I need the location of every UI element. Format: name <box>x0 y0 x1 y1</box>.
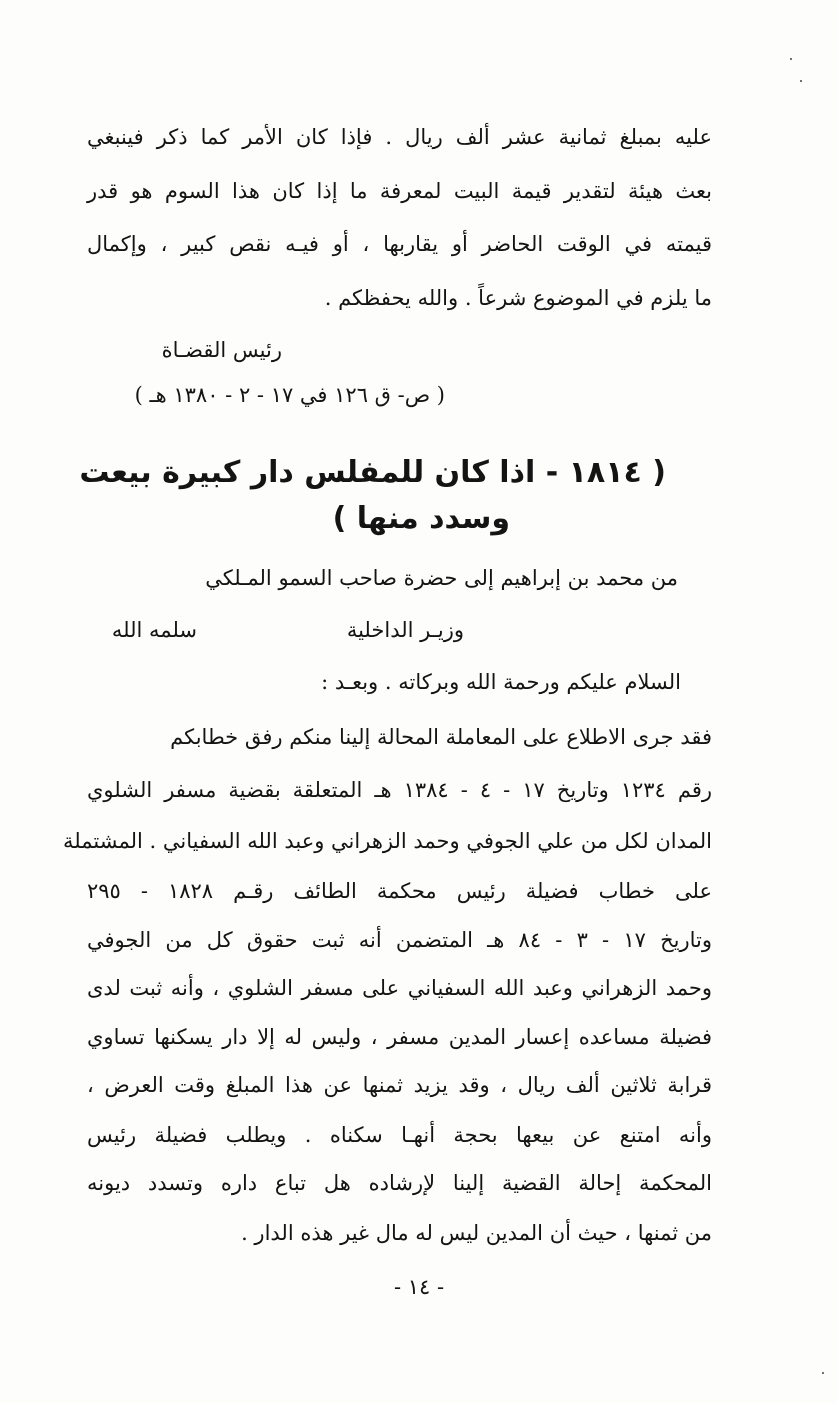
signature: رئيس القضـاة <box>161 338 282 362</box>
paragraph-2-line-10: المحكمة إحالة القضية إلينا لإرشاده هل تباع داره وتسدد ديونه <box>87 1171 712 1195</box>
paragraph-1-line-1: عليه بمبلغ ثمانية عشر ألف ريال . فإذا كان الأمر كما ذكر فينبغي <box>87 125 712 149</box>
paragraph-2-line-7: فضيلة مساعده إعسار المدين مسفر ، وليس له إلا دار يسكنها تساوي <box>87 1025 712 1049</box>
reference-number: ( ص- ق ١٢٦ في ١٧ - ٢ - ١٣٨٠ هـ ) <box>134 383 445 407</box>
paragraph-2-line-11: من ثمنها ، حيث أن المدين ليس له مال غير هذه الدار . <box>241 1221 712 1245</box>
paragraph-1-line-4: ما يلزم في الموضوع شرعاً . والله يحفظكم . <box>324 286 712 310</box>
paragraph-1-line-3: قيمته في الوقت الحاضر أو يقاربها ، أو فيـه نقص كبير ، وإكمال <box>87 232 712 256</box>
paragraph-2-line-5: وتاريخ ١٧ - ٣ - ٨٤ هـ المتضمن أنه ثبت حقوق كل من الجوفي <box>87 928 712 952</box>
address-from: من محمد بن إبراهيم إلى حضرة صاحب السمو المـلكي <box>205 566 678 590</box>
section-heading-line-2: وسدد منها ) <box>332 501 510 536</box>
section-heading-line-1: ( ١٨١٤ - اذا كان للمفلس دار كبيرة بيعت <box>79 455 666 490</box>
paragraph-1-line-2: بعث هيئة لتقدير قيمة البيت لمعرفة ما إذا كان هذا السوم هو قدر <box>87 179 712 203</box>
paragraph-2-line-6: وحمد الزهراني وعبد الله السفياني على مسفر الشلوي ، وأنه ثبت لدى <box>87 976 712 1000</box>
paragraph-2-line-1: فقد جرى الاطلاع على المعاملة المحالة إلينا منكم رفق خطابكم <box>170 725 712 749</box>
scan-speck <box>800 80 802 82</box>
address-blessing: سلمه الله <box>111 618 197 642</box>
paragraph-2-line-9: وأنه امتنع عن بيعها بحجة أنهـا سكناه . ويطلب فضيلة رئيس <box>87 1123 712 1147</box>
paragraph-2-line-2: رقم ١٢٣٤ وتاريخ ١٧ - ٤ - ١٣٨٤ هـ المتعلقة بقضية مسفر الشلوي <box>87 778 713 802</box>
address-title: وزيـر الداخلية <box>346 618 464 642</box>
paragraph-2-line-8: قرابة ثلاثين ألف ريال ، وقد يزيد ثمنها عن هذا المبلغ وقت العرض ، <box>87 1073 712 1097</box>
greeting: السلام عليكم ورحمة الله وبركاته . وبعـد : <box>321 670 681 694</box>
page-number: - ١٤ - <box>393 1275 445 1299</box>
paragraph-2-line-4: على خطاب فضيلة رئيس محكمة الطائف رقـم ١٨٢٨ - ٢٩٥ <box>87 879 712 903</box>
scan-speck <box>822 1372 824 1374</box>
scan-speck <box>790 58 792 60</box>
paragraph-2-line-3: المدان لكل من علي الجوفي وحمد الزهراني وعبد الله السفياني . المشتملة <box>63 829 712 853</box>
